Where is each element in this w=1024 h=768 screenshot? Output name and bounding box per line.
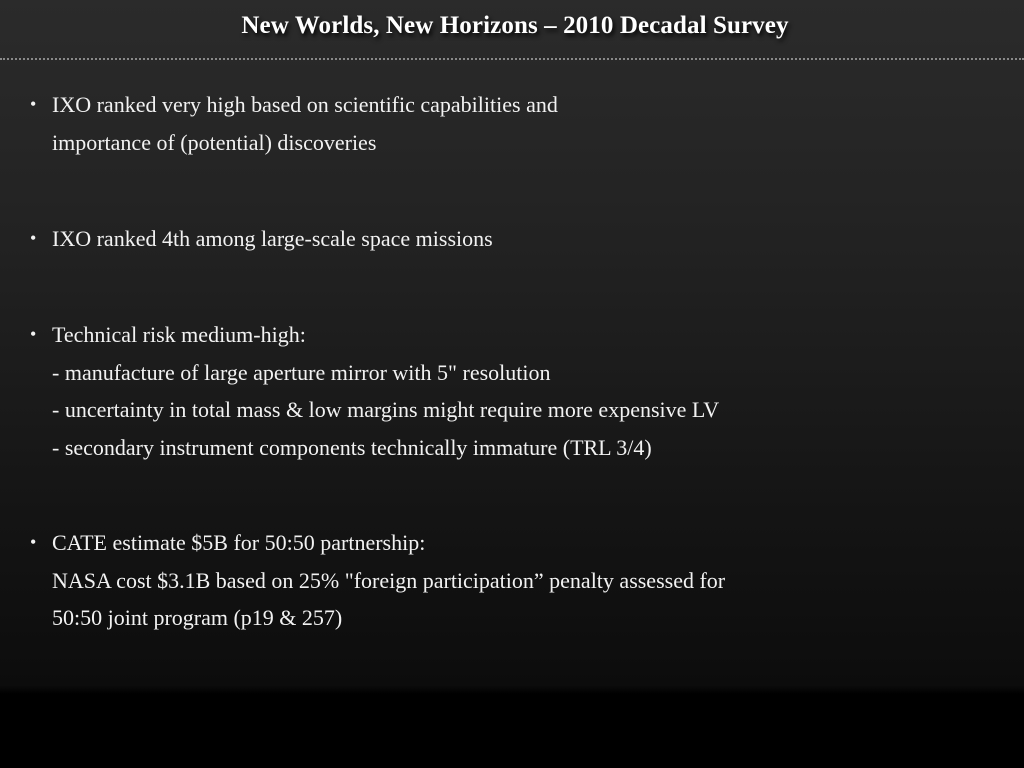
bullet-marker-icon: • — [30, 94, 37, 114]
slide-bottom-edge — [0, 686, 1024, 694]
bullet-line: importance of (potential) discoveries — [52, 129, 377, 155]
bullet-line: Technical risk medium-high: — [52, 322, 306, 347]
bullet-line: NASA cost $3.1B based on 25% "foreign participation” penalty assessed for — [52, 567, 726, 593]
bullet-item-cost-estimate — [30, 524, 725, 637]
bullet-sub-line: - uncertainty in total mass & low margins might require more expensive LV — [52, 397, 720, 422]
bullet-item-technical-risk — [30, 316, 719, 466]
bullet-sub-line: - manufacture of large aperture mirror with 5" resolution — [52, 359, 551, 385]
bullet-line: 50:50 joint program (p19 & 257) — [52, 605, 343, 630]
title-divider — [0, 58, 1024, 60]
bullet-marker-icon: • — [30, 532, 37, 552]
bullet-line: IXO ranked very high based on scientific capabilities and — [52, 92, 558, 117]
bullet-item-large-scale-ranking — [30, 220, 493, 258]
bullet-line: IXO ranked 4th among large-scale space missions — [52, 226, 493, 251]
bullet-item-scientific-ranking — [30, 86, 558, 161]
bullet-marker-icon: • — [30, 324, 37, 344]
bullet-marker-icon: • — [30, 228, 37, 248]
bullet-sub-line: - secondary instrument components technically immature (TRL 3/4) — [52, 434, 652, 460]
slide-title: New Worlds, New Horizons – 2010 Decadal Survey — [241, 12, 789, 39]
bullet-line: CATE estimate $5B for 50:50 partnership: — [52, 530, 426, 555]
